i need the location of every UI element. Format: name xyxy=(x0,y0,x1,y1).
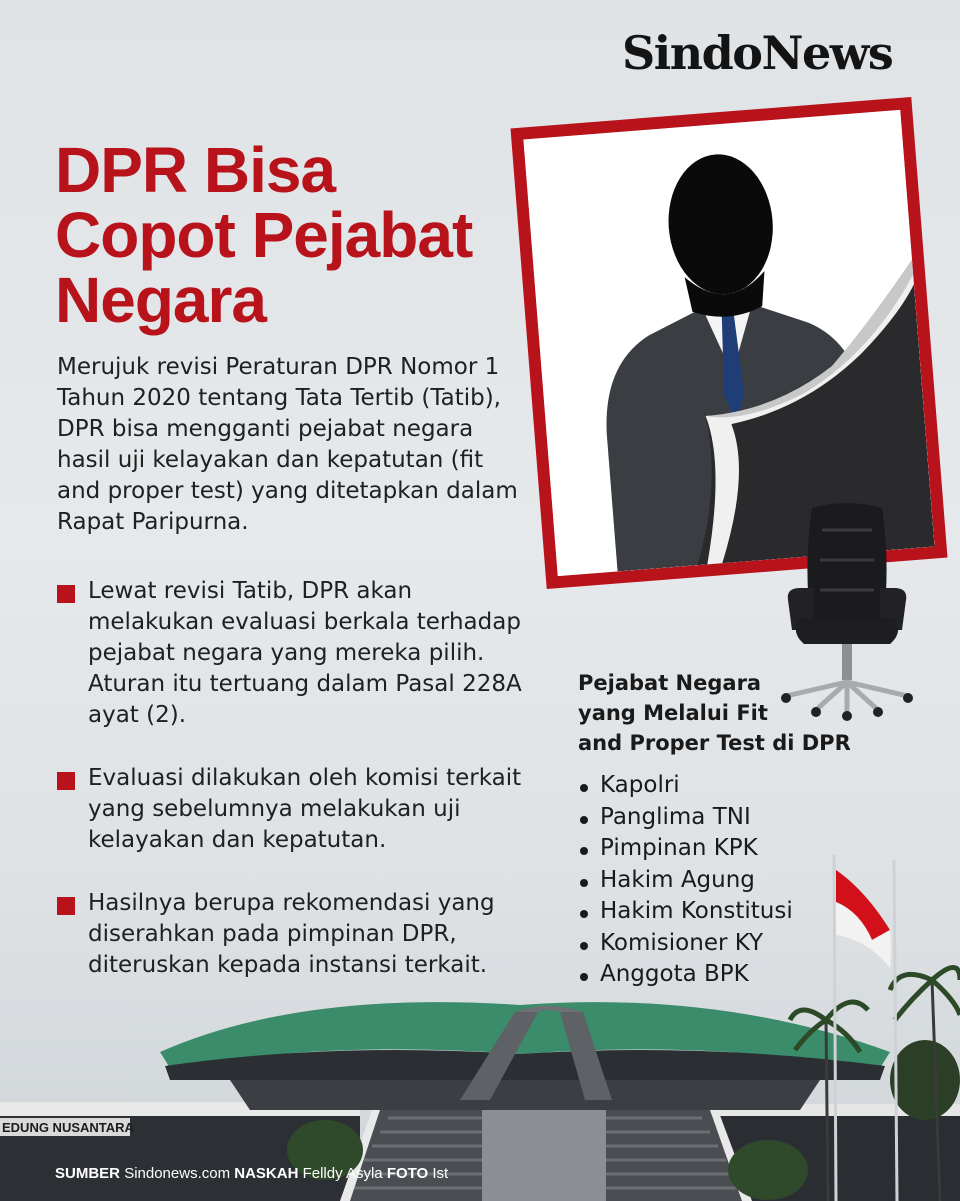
parliament-building-image xyxy=(0,840,960,1201)
credits-line xyxy=(55,1165,555,1182)
headline xyxy=(55,134,525,336)
sidebar-title-line-3: and Proper Test di DPR xyxy=(578,731,851,755)
red-square-bullet-icon xyxy=(57,772,75,790)
list-item: Kapolri xyxy=(578,770,838,802)
sidebar-title-line-1: Pejabat Negara xyxy=(578,671,762,695)
key-point xyxy=(57,576,527,731)
headline-line-3: Negara xyxy=(55,264,266,336)
building-sign: EDUNG NUSANTARA xyxy=(2,1120,134,1135)
list-item: Pimpinan KPK xyxy=(578,833,838,865)
writer-value: Felldy Asyla xyxy=(302,1165,383,1182)
sindonews-logo: SindoNews xyxy=(622,26,893,80)
sidebar-title xyxy=(578,668,858,758)
sidebar-title-line-2: yang Melalui Fit xyxy=(578,701,768,725)
source-value: Sindonews.com xyxy=(124,1165,231,1182)
list-item: Anggota BPK xyxy=(578,959,838,991)
list-item: Panglima TNI xyxy=(578,802,838,834)
headline-line-2: Copot Pejabat xyxy=(55,199,473,271)
intro-paragraph: Merujuk revisi Peraturan DPR Nomor 1 Tahun 2020 tentang Tata Tertib (Tatib), DPR bisa mengganti pejabat negara hasil uji kelayakan dan kepatutan (fit and proper test) yang ditetapkan dalam Rapat Paripurna. xyxy=(57,354,518,535)
list-item: Hakim Agung xyxy=(578,865,838,897)
headline-line-1: DPR Bisa xyxy=(55,134,336,206)
key-point-text: Hasilnya berupa rekomendasi yang diserahkan pada pimpinan DPR, diteruskan kepada instansi terkait. xyxy=(88,890,495,978)
red-square-bullet-icon xyxy=(57,585,75,603)
list-item: Komisioner KY xyxy=(578,928,838,960)
photo-label: FOTO xyxy=(386,1165,429,1182)
source-label: SUMBER xyxy=(55,1165,121,1182)
photo-value: Ist xyxy=(432,1165,449,1182)
key-point-text: Evaluasi dilakukan oleh komisi terkait yang sebelumnya melakukan uji kelayakan dan kepatutan. xyxy=(88,765,522,853)
list-item: Hakim Konstitusi xyxy=(578,896,838,928)
key-point-text: Lewat revisi Tatib, DPR akan melakukan evaluasi berkala terhadap pejabat negara yang mereka pilih. Aturan itu tertuang dalam Pasal 228A ayat (2). xyxy=(88,578,522,728)
writer-label: NASKAH xyxy=(234,1165,299,1182)
